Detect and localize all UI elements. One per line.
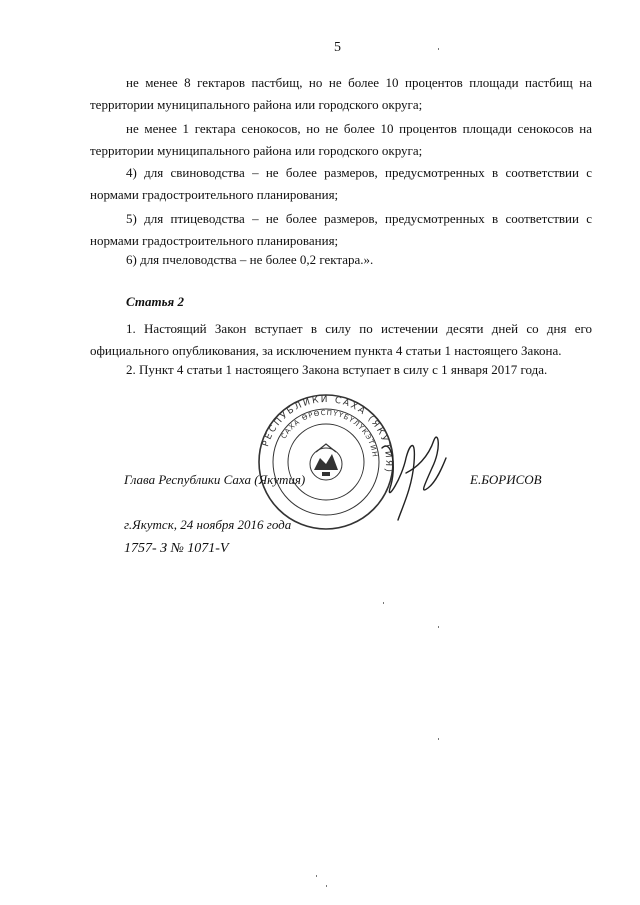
- signatory-name: Е.БОРИСОВ: [470, 472, 542, 487]
- paragraph-poultry: [90, 208, 592, 252]
- paragraph-hayfields: [90, 118, 592, 162]
- paragraph-beekeeping: 6) для пчеловодства – не более 0,2 гектара.».: [126, 252, 374, 267]
- scan-speck: [438, 48, 439, 50]
- paragraph-poultry-text: 5) для птицеводства – не более размеров, предусмотренных в соответствии с нормами градостроительного планирования;: [90, 211, 592, 248]
- signatory-role: Глава Республики Саха (Якутия): [124, 472, 306, 487]
- place-and-date: г.Якутск, 24 ноября 2016 года: [124, 517, 292, 532]
- seal-emblem-icon: [310, 444, 342, 480]
- page-number: 5: [334, 40, 341, 55]
- paragraph-pastures: [90, 72, 592, 116]
- article-2-item-1: [90, 318, 592, 362]
- article-2-item-1-text: 1. Настоящий Закон вступает в силу по истечении десяти дней со дня его официального опубликования, за исключением пункта 4 статьи 1 настоящего Закона.: [90, 321, 592, 358]
- seal-inner-text: САХА ӨРӨСПҮҮБҮЛҮКЭТИН: [279, 408, 379, 459]
- scan-speck: [316, 875, 317, 877]
- paragraph-hayfields-text: не менее 1 гектара сенокосов, но не более 10 процентов площади сенокосов на территории муниципального района или городского округа;: [90, 121, 592, 158]
- paragraph-pig-farming-text: 4) для свиноводства – не более размеров, предусмотренных в соответствии с нормами градостроительного планирования;: [90, 165, 592, 202]
- article-2-item-2: 2. Пункт 4 статьи 1 настоящего Закона вступает в силу с 1 января 2017 года.: [126, 362, 548, 377]
- scan-speck: [326, 885, 327, 887]
- paragraph-pastures-text: не менее 8 гектаров пастбищ, но не более 10 процентов площади пастбищ на территории муниципального района или городского округа;: [90, 75, 592, 112]
- scan-speck: [438, 738, 439, 740]
- article-2-heading: Статья 2: [126, 294, 184, 309]
- handwritten-signature: [372, 428, 452, 528]
- seal-outer-text: РЕСПУБЛИКИ САХА (ЯКУТИЯ): [261, 394, 394, 475]
- paragraph-pig-farming: [90, 162, 592, 206]
- law-number: 1757- З № 1071-V: [124, 541, 229, 556]
- scan-speck: [383, 602, 384, 604]
- scan-speck: [438, 626, 439, 628]
